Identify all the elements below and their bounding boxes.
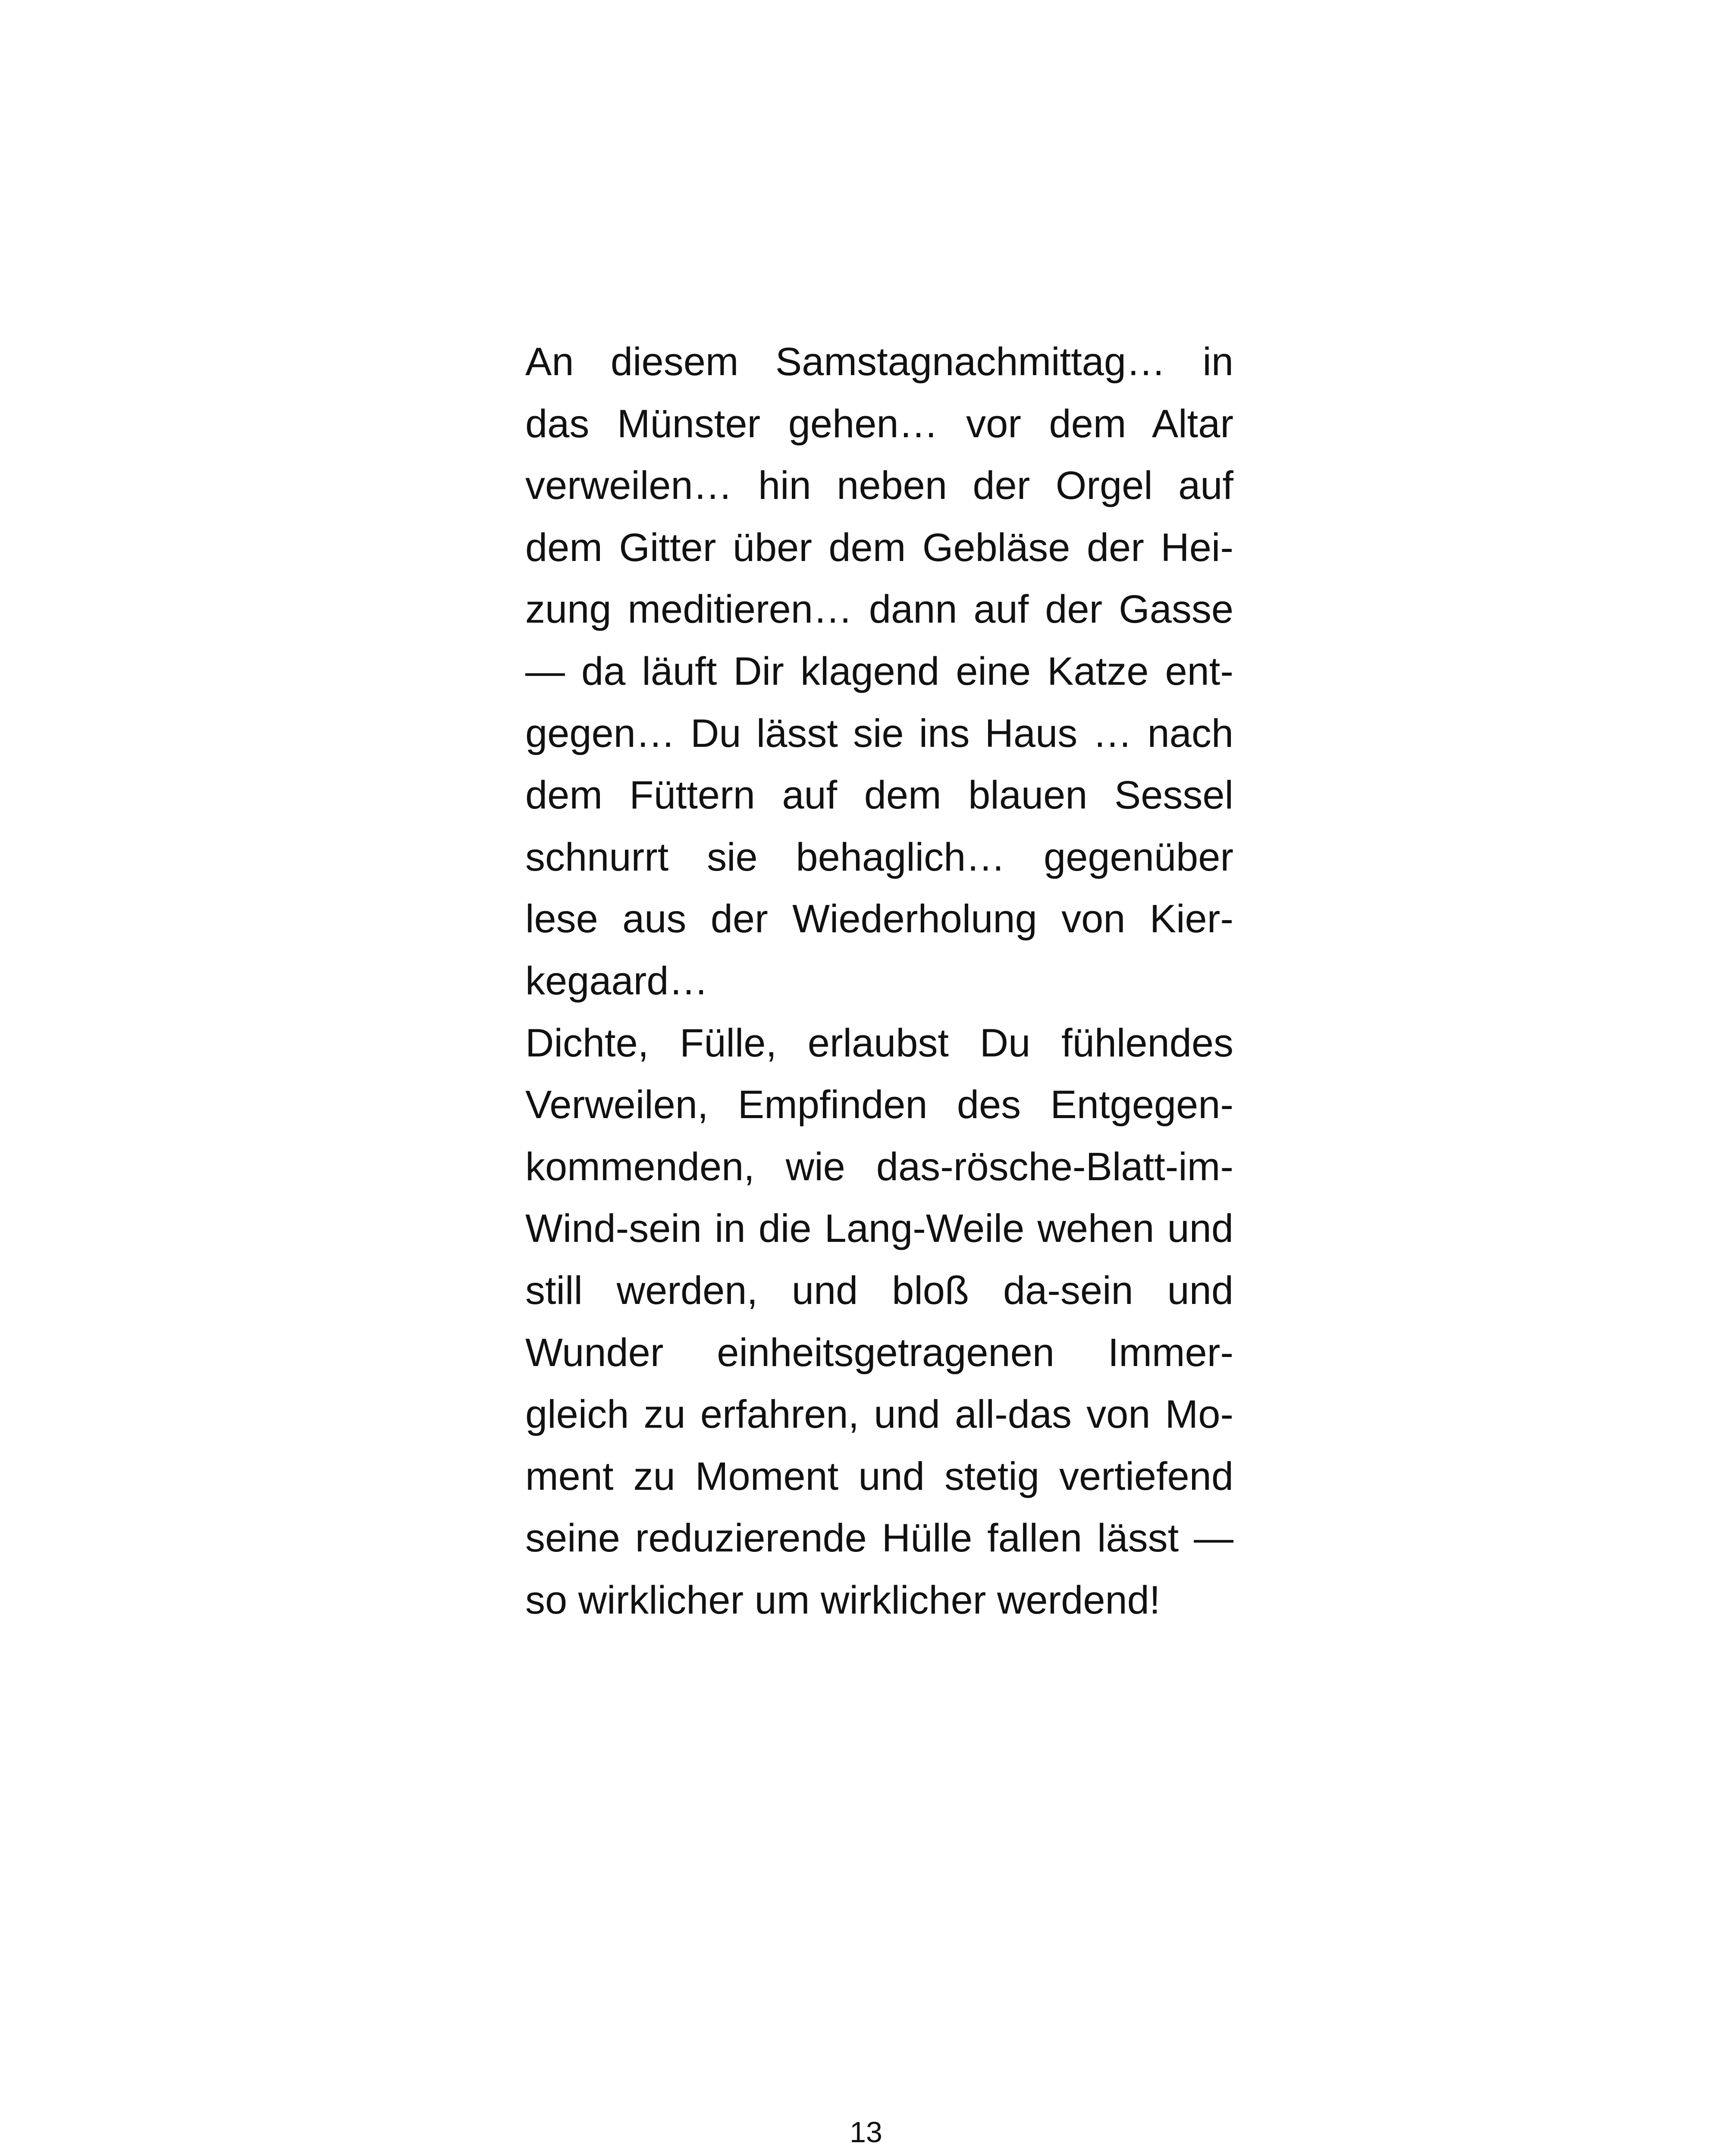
text-line: Dichte, Fülle, erlaubst Du fühlendes — [525, 1021, 1233, 1065]
text-line: ment zu Moment und stetig vertiefend — [525, 1454, 1233, 1498]
text-line: zung meditieren… dann auf der Gasse — [525, 587, 1233, 632]
paragraph-1 — [525, 331, 1233, 1012]
text-line: gleich zu erfahren, und all-das von Mo- — [525, 1392, 1233, 1437]
text-line: schnurrt sie behaglich… gegenüber — [525, 835, 1233, 879]
text-line: so wirklicher um wirklicher werdend! — [525, 1578, 1161, 1622]
text-line: kommenden, wie das-rösche-Blatt-im- — [525, 1144, 1233, 1189]
text-line: — da läuft Dir klagend eine Katze ent- — [525, 649, 1233, 693]
text-line: still werden, und bloß da-sein und — [525, 1268, 1233, 1313]
text-line: seine reduzierende Hülle fallen lässt — — [525, 1516, 1233, 1561]
text-line: Verweilen, Empfinden des Entgegen- — [525, 1083, 1233, 1127]
body-text — [525, 331, 1233, 1631]
paragraph-2 — [525, 1012, 1233, 1632]
text-line: dem Füttern auf dem blauen Sessel — [525, 773, 1233, 818]
text-line: verweilen… hin neben der Orgel auf — [525, 464, 1233, 508]
text-line: dem Gitter über dem Gebläse der Hei- — [525, 525, 1233, 570]
text-line: kegaard… — [525, 959, 709, 1003]
text-line: Wind-sein in die Lang-Weile wehen und — [525, 1206, 1233, 1251]
page-number: 13 — [850, 2116, 882, 2149]
text-line: das Münster gehen… vor dem Altar — [525, 401, 1233, 446]
text-line: Wunder einheitsgetragenen Immer- — [525, 1330, 1233, 1375]
text-line: An diesem Samstagnachmittag… in — [525, 340, 1233, 384]
text-line: lese aus der Wiederholung von Kier- — [525, 897, 1233, 941]
text-line: gegen… Du lässt sie ins Haus … nach — [525, 711, 1233, 755]
